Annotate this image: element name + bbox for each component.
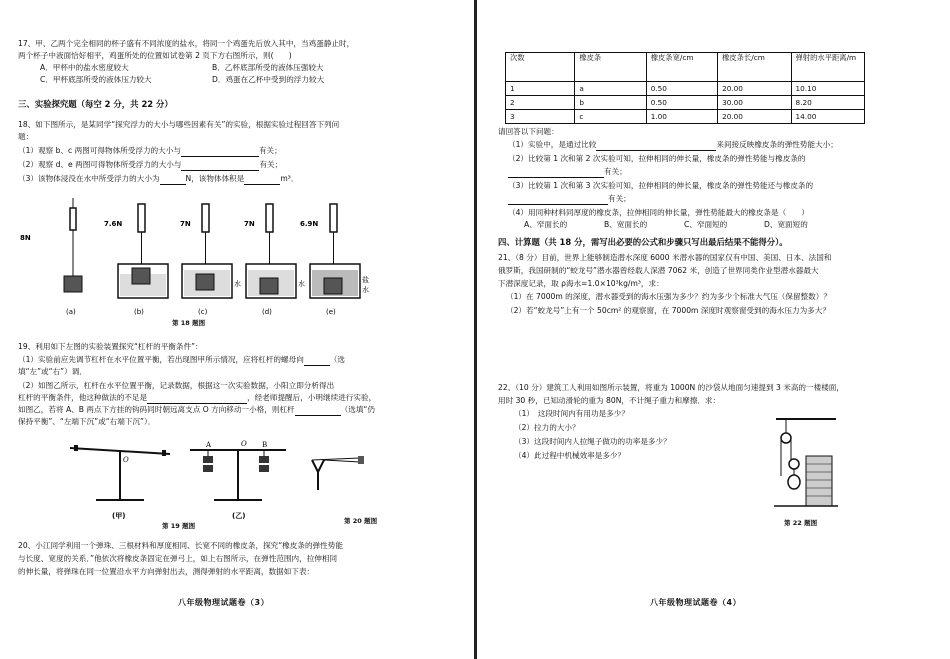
q19-sub1-cont: 填“左”或“右”）调．	[18, 367, 87, 376]
lever-jia	[70, 445, 170, 500]
q19-sub2-line3	[18, 405, 375, 416]
q20-option-b: B、宽面长的	[604, 220, 648, 229]
q19-blank-1[interactable]	[304, 355, 330, 366]
table-header-cell: 橡皮条长/cm	[718, 53, 791, 82]
section-4-heading: 四、计算题（共 18 分，需写出必要的公式和步骤只写出最后结果不能得分）。	[498, 237, 788, 247]
water-label-d: 水	[298, 280, 305, 288]
q17-stem-line1: 17、甲、乙两个完全相同的杯子盛有不同浓度的盐水，将同一个鸡蛋先后放入其中，当鸡蛋静止时，	[18, 39, 355, 48]
fig18-label-a: (a)	[66, 308, 76, 316]
q21-stem-line2: 俄罗斯，我国研制的“蛟龙号”潜水器曾经载人深潜 7062 米，创造了世界同类作业型潜水器最大	[498, 266, 819, 275]
slingshot	[312, 456, 364, 490]
table-cell: a	[575, 82, 646, 96]
left-page-footer: 八年级物理试题卷（3）	[178, 598, 270, 607]
q20-data-table	[505, 52, 865, 124]
q22-stem-line1: 22、（10 分）建筑工人利用如图所示装置，将重为 1000N 的沙袋从地面匀速提到 3 米高的一楼楼面，	[498, 383, 844, 392]
table-cell: 1.00	[646, 110, 717, 124]
q18-sub2	[18, 160, 282, 171]
table-row	[506, 110, 865, 124]
q18-stem-line2: 题：	[18, 132, 34, 141]
q22-sub3: （3）这段时间内人拉绳子做功的功率是多少？	[514, 437, 671, 446]
q19-stem: 19、利用如下左图的实验装置探究“杠杆的平衡条件”：	[18, 342, 203, 351]
lever-yi-point-b: B	[262, 441, 268, 449]
q20-option-c: C、窄面短的	[684, 220, 728, 229]
lever-yi-pivot-o: O	[241, 440, 247, 448]
table-row	[506, 96, 865, 110]
right-page-footer: 八年级物理试题卷（4）	[650, 598, 742, 607]
q20-sub1-text: （1）实验中，是通过比较	[508, 140, 597, 149]
salt-water-label-2: 水	[362, 286, 369, 294]
q21-sub2: （2）若“蛟龙号”上有一个 50cm² 的观察窗，在 7000m 深度时观察窗受到的海水压力为多大？	[506, 306, 830, 315]
fig18-label-b: (b)	[134, 308, 144, 316]
q20-caption: 第 20 题图	[344, 517, 378, 525]
table-cell: 0.50	[646, 96, 717, 110]
q17-option-b: B．乙杯底部所受的液体压强较大	[212, 63, 324, 72]
q21-stem-line1: 21、（8 分）目前，世界上能够制造潜水深度 6000 米潜水器的国家仅有中国、美国、日本、法国和	[498, 253, 832, 262]
q19-sub1-tail: （选	[329, 355, 345, 364]
table-header-row	[506, 53, 865, 82]
q20-sub2-tail: 有关；	[604, 167, 627, 176]
q20-option-a: A、窄面长的	[524, 220, 568, 229]
q20-sub2-line2	[508, 167, 627, 178]
q21-sub1: （1）在 7000m 的深度，潜水器受到的海水压强为多少？约为多少个标准大气压（保留整数）？	[506, 292, 831, 301]
q20-blank-1[interactable]	[596, 140, 716, 151]
spring-scale-b	[118, 204, 168, 298]
table-cell: 3	[506, 110, 575, 124]
spring-scale-e	[310, 204, 360, 298]
q21-stem-line3: 下潜深度记录，取 ρ海水=1.0×10³kg/m³，求：	[498, 279, 664, 288]
q20-sub1-tail: 来间接反映橡皮条的弹性势能大小；	[716, 140, 838, 149]
reading-c: 7N	[180, 220, 191, 228]
spring-scale-d	[246, 204, 296, 298]
salt-water-label: 盐	[362, 276, 369, 284]
q18-blank-4[interactable]	[244, 174, 280, 185]
q17-option-a: A．甲杯中的盐水密度较大	[40, 63, 129, 72]
table-cell: 30.00	[718, 96, 791, 110]
q20-blank-2[interactable]	[508, 167, 604, 178]
table-cell: b	[575, 96, 646, 110]
table-cell: 8.20	[791, 96, 864, 110]
table-header-cell: 橡皮条宽/cm	[646, 53, 717, 82]
lever-yi	[190, 450, 286, 500]
q19-sub2-line4: 保持平衡”、“左端下沉”或“右端下沉”）．	[18, 417, 156, 426]
q20-sub3-line2	[508, 194, 631, 205]
q20-answer-intro: 请回答以下问题：	[498, 127, 559, 136]
reading-b: 7.6N	[104, 220, 123, 228]
table-cell: 10.10	[791, 82, 864, 96]
table-row	[506, 82, 865, 96]
right-page	[478, 0, 950, 659]
spring-scale-c	[182, 204, 232, 298]
q20-stem-line2: 与长度、宽度的关系．”他依次将橡皮条固定在弹弓上，如上右图所示，在弹性范围内，拉伸相同	[18, 554, 338, 563]
reading-a: 8N	[20, 234, 31, 242]
q19-blank-2[interactable]	[147, 393, 247, 404]
table-cell: 2	[506, 96, 575, 110]
fig18-label-e: (e)	[326, 308, 336, 316]
table-cell: c	[575, 110, 646, 124]
q18-caption: 第 18 题图	[172, 319, 206, 327]
q19-sub2-text2: 如图乙，若将 A、B 两点下方挂的钩码同时朝远离支点 O 方向移动一小格，则杠杆	[18, 405, 295, 414]
q17-stem-line2: 两个杯子中液面恰好相平，鸡蛋所处的位置如试卷第 2 页下方右图所示，则( )	[18, 51, 292, 60]
q20-stem-line3: 的伸长量，将弹珠在同一位置沿水平方向弹射出去，测得弹射的水平距离，数据如下表：	[18, 567, 315, 576]
q19-sub1	[18, 355, 345, 366]
fig18-label-c: (c)	[198, 308, 208, 316]
table-cell: 20.00	[718, 110, 791, 124]
q19-sub2-cont	[18, 393, 376, 404]
q20-sub3-tail: 有关；	[608, 194, 631, 203]
spring-scale-a	[64, 198, 82, 292]
q18-sub1-text: （1）观察 b、c 两图可得物体所受浮力的大小与	[18, 146, 181, 155]
q19-caption: 第 19 题图	[162, 522, 196, 530]
lever-yi-point-a: A	[206, 441, 212, 449]
q18-blank-1[interactable]	[181, 146, 259, 157]
q19-blank-3[interactable]	[295, 405, 341, 416]
q20-sub2: （2）比较第 1 次和第 2 次实验可知，拉伸相同的伸长量，橡皮条的弹性势能与橡皮条的	[508, 154, 806, 163]
page-divider	[474, 0, 477, 659]
q22-sub4: （4）此过程中机械效率是多少？	[514, 451, 626, 460]
q19-sub2: （2）如图乙所示，杠杆在水平位置平衡，记录数据，根据这一次实验数据，小阳立即分析得出	[18, 381, 335, 390]
q17-option-c: C．甲杯底部所受的液体压力较大	[40, 75, 152, 84]
reading-e: 6.9N	[300, 220, 319, 228]
section-3-heading: 三、实验探究题（每空 2 分，共 22 分）	[18, 99, 173, 109]
q19-sub2-tail: ，经老师提醒后，小明继续进行实验，	[247, 393, 377, 402]
q18-sub3-mid: N，该物体体积是	[185, 174, 245, 183]
q18-sub2-tail: 有关；	[259, 160, 283, 169]
table-cell: 20.00	[718, 82, 791, 96]
table-header-cell: 次数	[506, 53, 575, 82]
q22-stem-line2: 用时 30 秒，已知动滑轮的重为 80N，不计绳子重力和摩擦．求：	[498, 396, 721, 405]
q18-sub2-text: （2）观察 d、e 两图可得物体所受浮力的大小与	[18, 160, 182, 169]
q20-sub4: （4）用同种材料同厚度的橡皮条，拉伸相同的伸长量，弹性势能最大的橡皮条是（ ）	[508, 208, 809, 217]
q22-caption: 第 22 题图	[784, 519, 818, 527]
q19-q20-figures	[60, 436, 380, 526]
q18-figure	[18, 196, 378, 328]
q19-sub2-tail2: （选填“仍	[340, 405, 375, 414]
table-cell: 14.00	[791, 110, 864, 124]
q20-sub3: （3）比较第 1 次和第 3 次实验可知，拉伸相同的伸长量，橡皮条的弹性势能还与橡皮条的	[508, 181, 814, 190]
q20-option-d: D、宽面短的	[764, 220, 808, 229]
q18-blank-2[interactable]	[181, 160, 259, 171]
q18-blank-3[interactable]	[160, 174, 186, 185]
q20-blank-3[interactable]	[508, 194, 608, 205]
q17-option-d: D．鸡蛋在乙杯中受到的浮力较大	[212, 75, 325, 84]
q18-sub3-text: （3）该物体浸没在水中所受浮力的大小为	[18, 174, 160, 183]
q18-sub3-tail: m³．	[280, 174, 299, 183]
water-label-c: 水	[234, 280, 241, 288]
fig18-label-d: (d)	[262, 308, 272, 316]
q19-sub1-text: （1）实验前应先调节杠杆在水平位置平衡，若出现图甲所示情况，应将杠杆的螺母向	[18, 355, 304, 364]
reading-d: 7N	[244, 220, 255, 228]
table-cell: 1	[506, 82, 575, 96]
q18-sub1-tail: 有关；	[258, 146, 282, 155]
q20-stem-line1: 20、小江同学利用一个弹珠、三根材料和厚度相同、长宽不同的橡皮条，探究“橡皮条的弹性势能	[18, 541, 343, 550]
q18-sub3	[18, 174, 298, 185]
lever-jia-pivot-o: O	[123, 456, 129, 464]
q22-sub1: （1） 这段时间内有用功是多少？	[514, 409, 629, 418]
table-header-cell: 弹射的水平距离/m	[791, 53, 864, 82]
label-yi: (乙)	[232, 512, 246, 520]
q19-sub2-text: 杠杆的平衡条件，他这种做法的不足是	[18, 393, 148, 402]
q18-sub1	[18, 146, 282, 157]
q20-sub1	[508, 140, 838, 151]
q22-sub2: （2）拉力的大小？	[514, 423, 580, 432]
q18-stem-line1: 18、如下图所示，是某同学“探究浮力的大小与哪些因素有关”的实验，根据实验过程回答下列问	[18, 120, 340, 129]
table-header-cell: 橡皮条	[575, 53, 646, 82]
label-jia: (甲)	[112, 512, 126, 520]
table-cell: 0.50	[646, 82, 717, 96]
q22-pulley-figure	[772, 416, 842, 508]
